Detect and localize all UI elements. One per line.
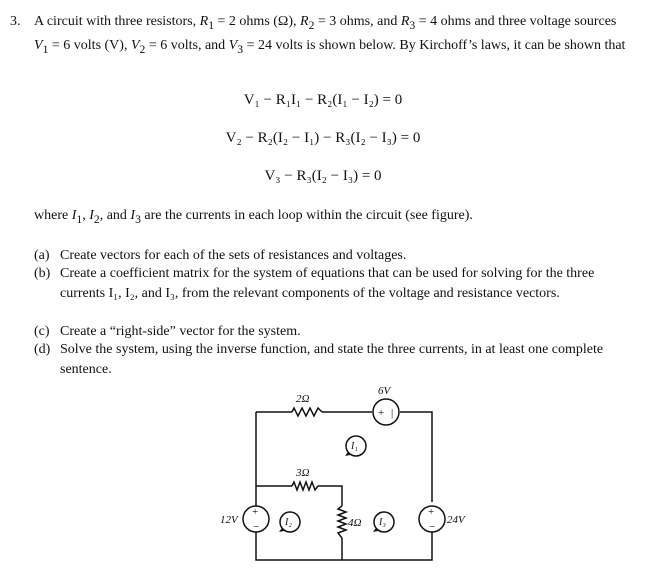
var-v2: V (130, 37, 140, 53)
plus-sign: + (428, 506, 435, 518)
equation-1: V₁ − R₁I₁ − R₂(I₁ − I₂) = 0 (243, 92, 403, 108)
where-sep: , and (99, 208, 131, 223)
var-r3: R (400, 14, 410, 29)
equation-2: V₂ − R₂(I₂ − I₁) − R₃(I₂ − I₃) = 0 (225, 130, 421, 146)
resistor-top (292, 408, 322, 416)
wire-top (256, 412, 432, 502)
resistor-right (338, 506, 346, 538)
label-v-right: 24V (447, 514, 465, 526)
var-i1: I (71, 208, 77, 223)
label-r-mid: 3Ω (296, 467, 310, 479)
plus-sign: + (252, 506, 259, 518)
sub: 2 (139, 42, 146, 56)
label-r-right: 4Ω (348, 517, 362, 529)
sub: 3 (237, 42, 244, 56)
intro-text: = 2 ohms (Ω), (214, 14, 300, 29)
intro-text: = 6 volts, and (145, 37, 229, 53)
label-i3: I₃ (379, 517, 386, 528)
item-label: (a) (34, 248, 50, 263)
label-v-left: 12V (220, 514, 238, 526)
sub: 1 (42, 42, 49, 56)
plus-sign: + (378, 407, 385, 419)
label-r-top: 2Ω (296, 393, 310, 405)
label-i1: I₁ (351, 441, 358, 452)
problem-number: 3. (10, 14, 21, 29)
var-r2: R (300, 14, 309, 29)
intro-text: = 4 ohms and three voltage sources (415, 14, 617, 29)
intro-text: = 6 volts (V), (48, 37, 131, 53)
var-i3: I (130, 208, 136, 223)
item-text: Create a coefficient matrix for the system of equations that can be used for solving for the three currents I₁, I₂, and I₃, from the relevant components of the voltage and resistance vectors. (60, 266, 595, 301)
minus-sign: − (253, 521, 260, 533)
var-v3: V (228, 37, 238, 53)
sub: 1 (76, 212, 83, 226)
var-i2: I (89, 208, 94, 223)
minus-sign: − (429, 521, 436, 533)
item-text: Solve the system, using the inverse function, and state the three currents, in at least one complete sentence. (60, 342, 604, 377)
minus-sign: | (391, 407, 394, 419)
item-text: Create a “right-side” vector for the system. (60, 324, 301, 339)
sub: 2 (93, 212, 100, 226)
intro-text: A circuit with three resistors, (34, 14, 200, 29)
label-i2: I₂ (285, 517, 292, 528)
resistor-mid (292, 482, 318, 490)
item-label: (d) (34, 342, 51, 357)
source-top (373, 399, 399, 425)
sub: 2 (308, 18, 315, 32)
sub: 3 (135, 212, 141, 226)
var-v1: V (34, 37, 43, 53)
sub: 1 (208, 18, 215, 32)
equation-3: V₃ − R₃(I₂ − I₃) = 0 (264, 168, 382, 184)
where-sep: , (82, 208, 90, 223)
where-pre: where (34, 208, 72, 223)
item-label: (c) (34, 324, 50, 339)
intro-text: = 24 volts is shown below. By Kirchoff’s laws, it can be shown that (243, 37, 626, 53)
item-label: (b) (34, 266, 51, 281)
intro-text: = 3 ohms, and (314, 14, 401, 29)
label-v-top: 6V (378, 385, 391, 397)
item-text: Create vectors for each of the sets of resistances and voltages. (60, 248, 407, 263)
sub: 3 (409, 18, 416, 32)
where-post: are the currents in each loop within the circuit (see figure). (140, 208, 473, 223)
var-r1: R (199, 14, 209, 29)
